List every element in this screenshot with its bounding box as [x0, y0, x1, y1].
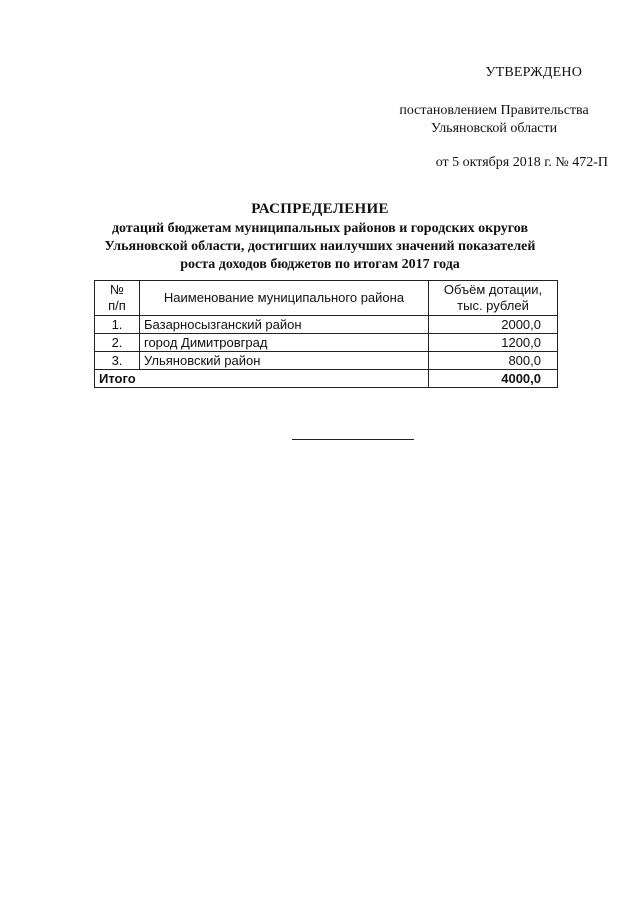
approval-block: [380, 64, 608, 172]
document-subtitle-line-1: дотаций бюджетам муниципальных районов и городских округов: [111, 221, 529, 236]
row-number: 1.: [95, 316, 140, 334]
header-number-line-1: №: [110, 282, 124, 297]
row-district-name: Базарносызганский район: [140, 316, 429, 334]
end-of-document-rule: [292, 439, 414, 440]
approval-line-1: постановлением Правительства: [399, 103, 589, 118]
header-name: [140, 281, 429, 316]
row-number: 3.: [95, 352, 140, 370]
document-subtitle-line-3: роста доходов бюджетов по итогам 2017 года: [180, 257, 460, 272]
distribution-table: [94, 280, 558, 388]
header-name-label: Наименование муниципального района: [163, 290, 405, 305]
table-total-row: [95, 370, 558, 388]
total-value: 4000,0: [429, 370, 558, 388]
document-title: РАСПРЕДЕЛЕНИЕ: [251, 201, 389, 217]
row-subsidy-value: 1200,0: [429, 334, 558, 352]
row-subsidy-value: 800,0: [429, 352, 558, 370]
header-number: [95, 281, 140, 316]
document-subtitle-line-2: Ульяновской области, достигших наилучших значений показателей: [104, 239, 536, 254]
row-number: 2.: [95, 334, 140, 352]
table-row: [95, 352, 558, 370]
approval-line-2: Ульяновской области: [430, 121, 558, 136]
row-district-name: город Димитровград: [140, 334, 429, 352]
header-value-line-1: Объём дотации,: [443, 282, 543, 297]
approval-stamp: УТВЕРЖДЕНО: [485, 65, 582, 80]
document-heading: [80, 200, 560, 274]
approval-date: от 5 октября 2018 г. № 472-П: [435, 155, 608, 170]
distribution-table-wrapper: [94, 280, 558, 388]
row-district-name: Ульяновский район: [140, 352, 429, 370]
header-value-line-2: тыс. рублей: [457, 298, 529, 313]
header-number-line-2: п/п: [108, 298, 126, 313]
row-subsidy-value: 2000,0: [429, 316, 558, 334]
table-row: [95, 316, 558, 334]
header-value: [429, 281, 558, 316]
table-header-row: [95, 281, 558, 316]
total-label: Итого: [95, 370, 429, 388]
table-row: [95, 334, 558, 352]
